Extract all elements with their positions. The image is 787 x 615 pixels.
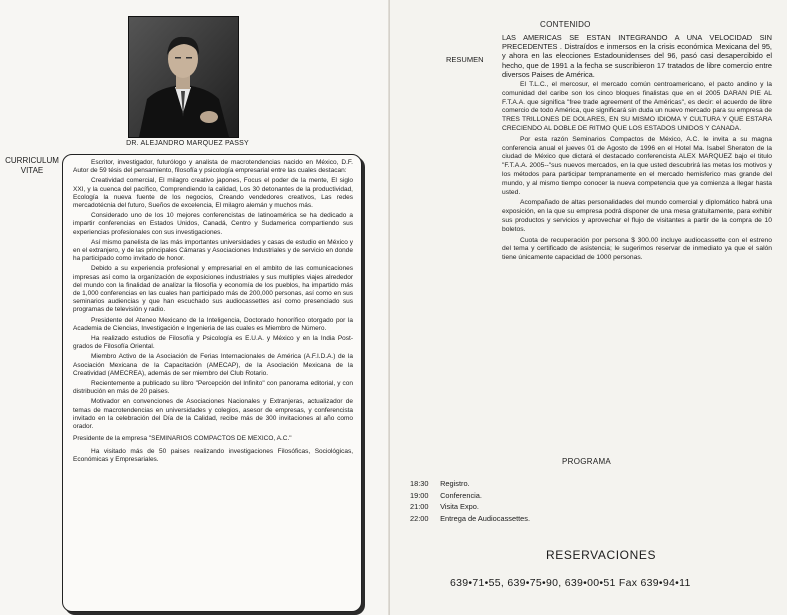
curriculum-vitae-label: CURRICULUM VITAE	[5, 156, 59, 175]
cv-paragraph: Miembro Activo de la Asociación de Ferias Internacionales de América (A.F.I.D.A.) de la Asociación Mexicana de la Capacitación (AMECAP), de la Asociación Mexicana de la Creatividad (AMECREA), además de ser miembro del Club Rotario.	[73, 353, 353, 377]
schedule-row	[410, 513, 530, 525]
portrait-image	[129, 17, 238, 137]
cv-paragraph: Escritor, investigador, futurólogo y analista de macrotendencias nacido en México, D.F. Autor de 59 tésis del pensamiento, filosofía y psicología empresarial entre las cuales destacan:	[73, 159, 353, 175]
phone-numbers: 639•71•55, 639•75•90, 639•00•51 Fax 639•94•11	[450, 577, 691, 589]
portrait-photo	[128, 16, 239, 138]
summary-paragraph: El T.L.C., el mercosur, el mercado común centroamericano, el pacto andino y la comunidad del caribe son los cinco bloques finalistas que en el 2005 DARAN PIE AL F.T.A.A. que significa "free trade agreement of the Américas", es decir: el acuerdo de libre comercio de todo América, que significará sin duda un nuevo mercado para su empresa de TRES TRILLONES DE DOLARES, EN SU MISMO IDIOMA Y CULTURA Y QUE ESTARA CRECIENDO AL DOBLE DE RITMO QUE LOS ESTADOS UNIDOS Y CANADA.	[502, 81, 772, 132]
cv-paragraph: Ha visitado más de 50 paises realizando investigaciones Filosóficas, Sociológicas, Económicas y Empresariales.	[73, 447, 353, 463]
summary-paragraph: Cuota de recuperación por persona $ 300.00 incluye audiocassette con el estreno del tema y certificado de asistencia; le sugerimos reservar de inmediato ya que el salón tiene únicamente capacidad de 1000 personas.	[502, 236, 772, 262]
schedule-time: 18:30	[410, 479, 429, 488]
summary-paragraph: Acompañado de altas personalidades del mundo comercial y diplomático habrá una exposición, en la que su empresa podrá disponer de una mesa gratuitamente, para exhibir sus productos y servicios y aprovechar el flujo de visitantes a partir de la compra de 10 boletos.	[502, 199, 772, 233]
cv-paragraph: Presidente del Ateneo Mexicano de la Inteligencia, Doctorado honorífico otorgado por la Academia de Ciencias, Investigación e Ingenieria de las cuales es Miembro de Número.	[73, 316, 353, 332]
schedule-item: Registro.	[440, 479, 470, 488]
schedule-row	[410, 501, 530, 513]
contenido-title: CONTENIDO	[540, 20, 591, 29]
left-page	[0, 0, 390, 615]
schedule-row	[410, 490, 530, 502]
summary-paragraph: Por esta razón Seminarios Compactos de México, A.C. le invita a su magna conferencia anual el jueves 01 de Agosto de 1996 en el Hotel Ma. Isabel Sheraton de la ciudad de México que dictará el destacado conferencista ALEX MARQUEZ bajo el titulo "F.T.A.A. 2005--"sus nuevos mercados, en la que usted descubrirá las metas los motivos y los métodos para participar tempranamente en el mercado hemisferico mas grande del mundo, y al mismo tiempo conocer la nueva competencia que ya comienza a llegar hasta usted.	[502, 135, 772, 196]
photo-caption: DR. ALEJANDRO MARQUEZ PASSY	[126, 140, 249, 147]
programa-title: PROGRAMA	[562, 457, 612, 466]
summary-paragraph: LAS AMERICAS SE ESTAN INTEGRANDO A UNA VELOCIDAD SIN PRECEDENTES . Distraídos e inmersos en la crisis económica Mexicana del 95, y ahora en las elecciones Estadounidenses del 96, pasó casi desapercibido el hecho, que de 1991 a la fecha se suscribieron 17 tratados de libre comercio entre diversos Paises de América.	[502, 33, 772, 79]
cv-paragraph: Así mismo panelista de las más importantes universidades y casas de estudio en México y en el extranjero, y de las principales Cámaras y Asociaciones Industriales y de servicio en donde ha participado como invitado de honor.	[73, 238, 353, 263]
schedule-time: 22:00	[410, 513, 429, 523]
cv-paragraph: Considerado uno de los 10 mejores conferencistas de latinoamérica se ha dedicado a impartir conferencias en Estados Unidos, Canadá, Centro y Sudamerica compartiendo sus experiencias profesionales con sus investigaciones.	[73, 212, 353, 236]
schedule-list	[410, 478, 530, 524]
cv-paragraph: Ha realizado estudios de Filosofía y Psicología es E.U.A. y México y en la India Post-grados de Filosofía Oriental.	[73, 335, 353, 351]
resumen-label: RESUMEN	[446, 55, 484, 64]
cv-paragraph: Creatividad comercial, El milagro creativo japones, Focus el poder de la mente, El siglo XXI, y la cuenca del pacífico, Comprendiendo la calidad, Los 30 detonantes de la productividad, Ecología la nueva fuente de los negocios, Creando vendedores creativos, Las redes mercadotécnia del futuro, Sueños de excelencia, El milagro alemán y muchos más.	[73, 177, 353, 210]
schedule-item: Visita Expo.	[440, 502, 479, 511]
reservaciones-title: RESERVACIONES	[546, 548, 657, 562]
schedule-time: 21:00	[410, 502, 429, 511]
schedule-time: 19:00	[410, 490, 429, 500]
schedule-item: Conferencia.	[440, 490, 482, 500]
cv-paragraph: Presidente de la empresa "SEMINARIOS COMPACTOS DE MEXICO, A.C."	[73, 435, 292, 443]
curriculum-box	[62, 154, 362, 612]
schedule-item: Entrega de Audiocassettes.	[440, 513, 531, 523]
cv-paragraph: Recientemente a publicado su libro "Percepción del Infinito" con panorama editorial, y con distribución en más de 20 paises.	[73, 380, 353, 396]
cv-paragraph: Debido a su experiencia profesional y empresarial en el ambito de las comunicaciones impresas así como la organización de exposiciones industriales y sus multiples viajes alrededor del mundo con la finalidad de analizar la filosofía y economía de los pueblos, ha impartido más de 1,000 conferencias en las cuales han participado más de 200,000 personas, así como en sus seminarios audiencias y que han escuchado sus audiocassettes así como presenciado sus programas de televisión y radio.	[73, 265, 353, 314]
cv-paragraph: Motivador en convenciones de Asociaciones Nacionales y Extranjeras, actualizador de temas de macrotendencias en universidades y colegios, asesor de empresas, y conferencista invitado en la celebración del Día de la Calidad, recibe más de 300 invitaciones al año como orador.	[73, 398, 353, 431]
summary-text	[502, 33, 772, 265]
schedule-row	[410, 478, 530, 490]
right-page	[390, 0, 787, 615]
